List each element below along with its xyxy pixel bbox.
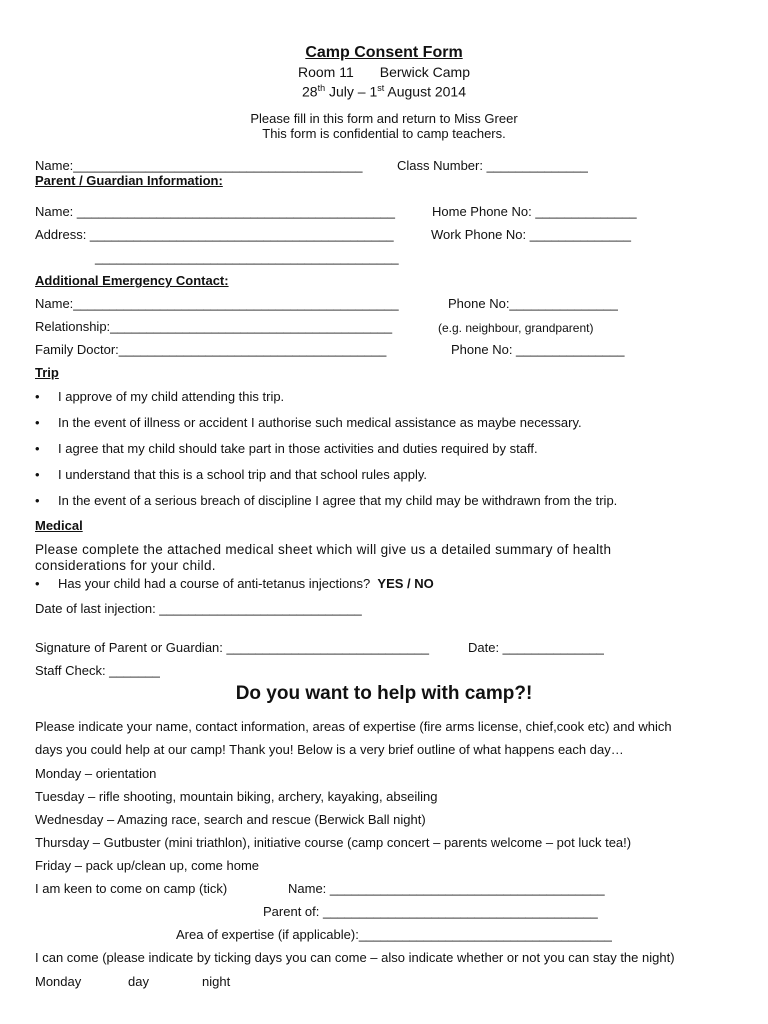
help-intro-line-2: days you could help at our camp! Thank you! Below is a very brief outline of what happens each day… <box>35 742 624 757</box>
last-injection-field[interactable]: Date of last injection: ____________________________ <box>35 601 362 616</box>
form-title: Camp Consent Form <box>305 44 463 61</box>
class-number-field[interactable]: Class Number: ______________ <box>397 158 588 173</box>
trip-item: • I approve of my child attending this trip. <box>58 389 284 405</box>
keen-to-come-label: I am keen to come on camp (tick) <box>35 881 228 896</box>
room-camp-line <box>0 64 768 80</box>
can-come-note: I can come (please indicate by ticking days you can come – also indicate whether or not you can stay the night) <box>35 950 675 965</box>
parent-of-field[interactable]: Parent of: ______________________________________ <box>263 904 598 919</box>
signature-field[interactable]: Signature of Parent or Guardian: ____________________________ <box>35 640 429 655</box>
family-doctor-field[interactable]: Family Doctor:_____________________________________ <box>35 342 387 357</box>
tetanus-question: • Has your child had a course of anti-tetanus injections? YES / NO <box>58 576 434 592</box>
day-schedule-item: Wednesday – Amazing race, search and rescue (Berwick Ball night) <box>35 812 426 827</box>
day-schedule-item: Tuesday – rifle shooting, mountain biking, archery, kayaking, abseiling <box>35 789 438 804</box>
emergency-name-field[interactable]: Name:_____________________________________________ <box>35 296 399 311</box>
address-field[interactable]: Address: __________________________________________ <box>35 227 394 242</box>
instructions-line-2: This form is confidential to camp teachers. <box>262 126 506 141</box>
parent-name-field[interactable]: Name: ____________________________________________ <box>35 204 396 219</box>
day-schedule-item: Friday – pack up/clean up, come home <box>35 858 260 873</box>
parent-section-heading: Parent / Guardian Information: <box>35 173 223 188</box>
day-schedule-item: Monday – orientation <box>35 766 157 781</box>
student-name-field[interactable]: Name:________________________________________ <box>35 158 363 173</box>
medical-heading: Medical <box>35 518 83 533</box>
emergency-phone-field[interactable]: Phone No:_______________ <box>448 296 618 311</box>
trip-item: • I agree that my child should take part in those activities and duties required by staff. <box>58 441 538 457</box>
relationship-field[interactable]: Relationship:_______________________________________ <box>35 319 393 334</box>
address-line-2[interactable]: __________________________________________ <box>95 250 399 265</box>
help-heading: Do you want to help with camp?! <box>235 683 533 704</box>
signature-date-field[interactable]: Date: ______________ <box>468 640 604 655</box>
helper-name-field[interactable]: Name: ______________________________________ <box>288 881 605 896</box>
medical-paragraph-line-1: Please complete the attached medical sheet which will give us a detailed summary of health <box>35 542 612 557</box>
work-phone-field[interactable]: Work Phone No: ______________ <box>431 227 631 242</box>
col-day-label: day <box>128 974 149 989</box>
day-label-monday: Monday <box>35 974 82 989</box>
doctor-phone-field[interactable]: Phone No: _______________ <box>451 342 625 357</box>
trip-item: • In the event of a serious breach of discipline I agree that my child may be withdrawn from the trip. <box>58 493 617 509</box>
tetanus-yes-no[interactable]: YES / NO <box>377 576 434 591</box>
trip-item: • In the event of illness or accident I authorise such medical assistance as maybe necessary. <box>58 415 582 431</box>
expertise-field[interactable]: Area of expertise (if applicable):___________________________________ <box>176 927 612 942</box>
home-phone-field[interactable]: Home Phone No: ______________ <box>432 204 637 219</box>
instructions-line-1: Please fill in this form and return to Miss Greer <box>250 111 518 126</box>
medical-paragraph-line-2: considerations for your child. <box>35 558 216 573</box>
relationship-hint: (e.g. neighbour, grandparent) <box>438 321 594 335</box>
trip-item: • I understand that this is a school trip and that school rules apply. <box>58 467 427 483</box>
emergency-section-heading: Additional Emergency Contact: <box>35 273 229 288</box>
trip-heading: Trip <box>35 365 59 380</box>
col-night-label: night <box>202 974 231 989</box>
camp-dates: 28th July – 1st August 2014 <box>302 83 466 100</box>
room-label: Room 11 <box>297 64 354 80</box>
camp-name: Berwick Camp <box>379 64 471 80</box>
day-schedule-item: Thursday – Gutbuster (mini triathlon), initiative course (camp concert – parents welcome – pot luck tea!) <box>35 835 632 850</box>
help-intro-line-1: Please indicate your name, contact information, areas of expertise (fire arms license, chief,cook etc) and which <box>35 719 672 734</box>
staff-check-field[interactable]: Staff Check: _______ <box>35 663 160 678</box>
